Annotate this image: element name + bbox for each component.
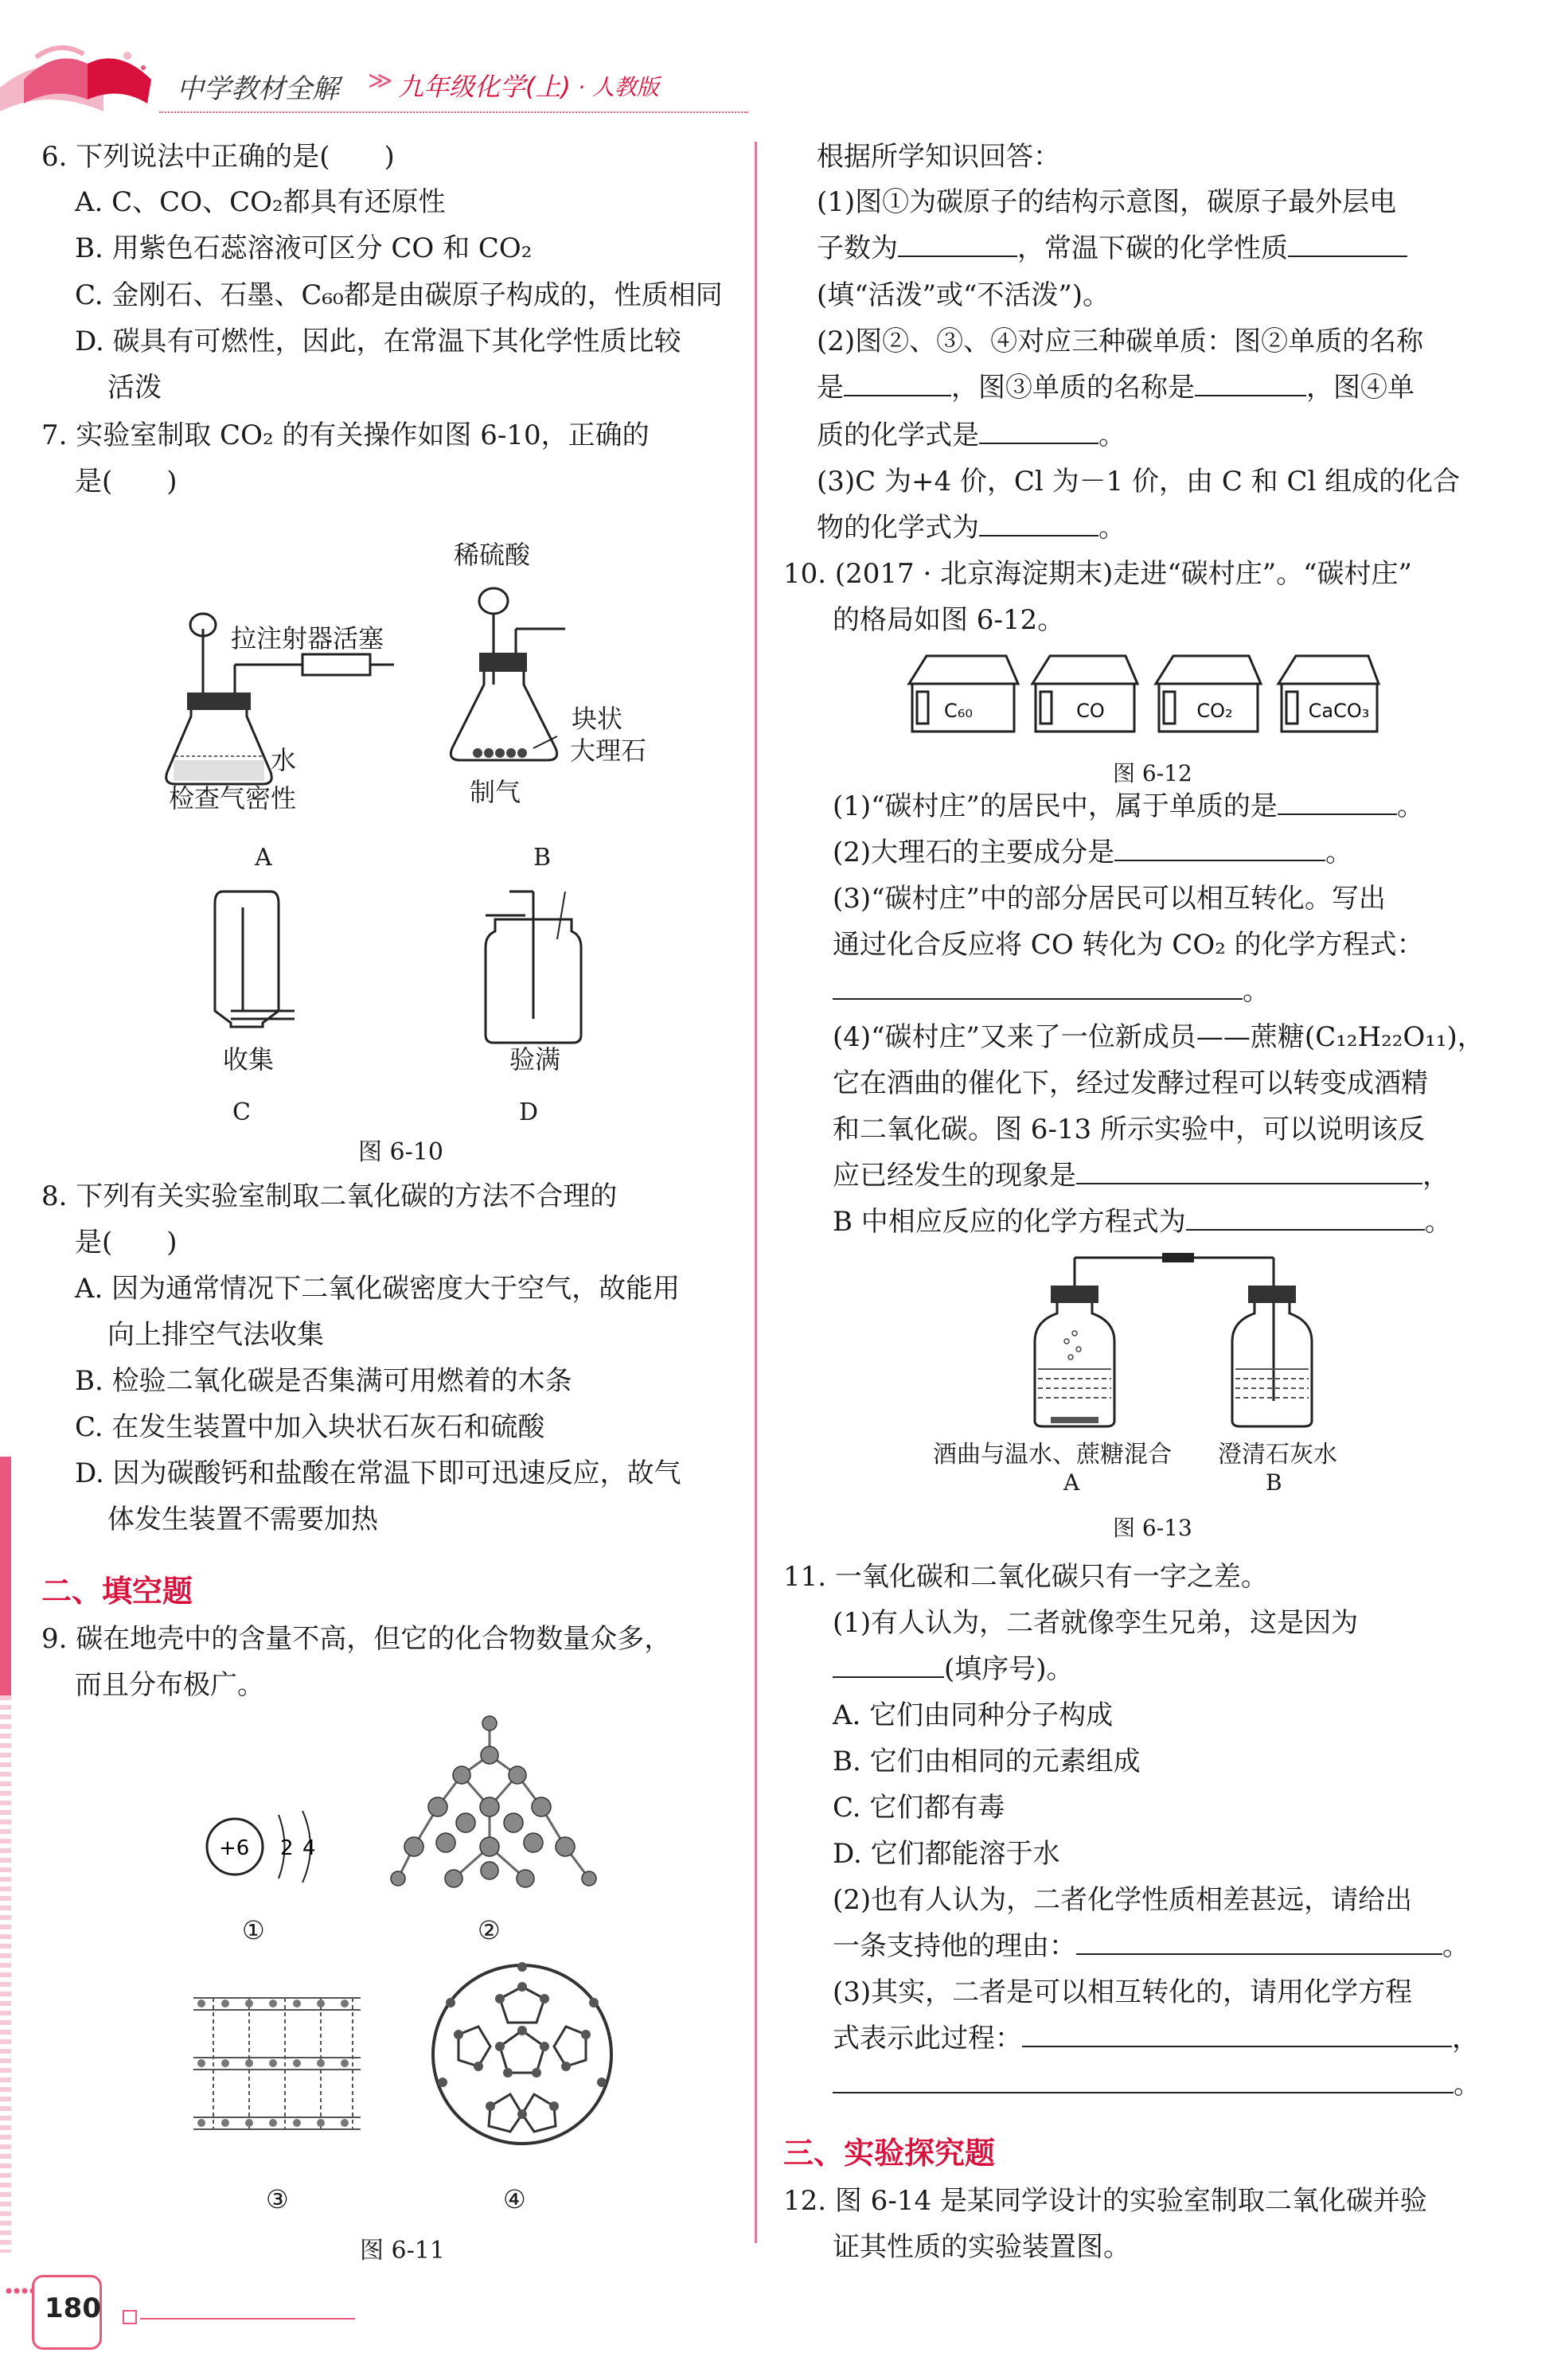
- q8-option-c: C. 在发生装置中加入块状石灰石和硫酸: [75, 1411, 545, 1443]
- answer-blank-limewater-equation[interactable]: [1186, 1205, 1425, 1231]
- q8-option-d-line1: D. 因为碳酸钙和盐酸在常温下即可迅速反应，故气: [75, 1457, 681, 1489]
- figure-6-11-caption: 图 6-11: [360, 2237, 445, 2265]
- q11-option-b: B. 它们由相同的元素组成: [833, 1746, 1141, 1777]
- header-subject: 九年级化学(上): [398, 72, 571, 102]
- q8-option-a-line2: 向上排空气法收集: [107, 1319, 324, 1351]
- answer-blank-chemical-property[interactable]: [1288, 232, 1407, 257]
- footer-square-icon: [123, 2310, 137, 2324]
- label-limewater: 澄清石灰水: [1218, 1441, 1337, 1469]
- header-arrows: ≫: [368, 67, 393, 95]
- q11-option-d: D. 它们都能溶于水: [833, 1838, 1060, 1870]
- q10-part4-line5: B 中相应反应的化学方程式为 。: [833, 1206, 1452, 1238]
- answer-blank-conversion-equation-2[interactable]: [833, 2068, 1453, 2093]
- q9-stem-line2: 而且分布极广。: [75, 1669, 264, 1701]
- label-check-airtight: 检查气密性: [169, 783, 297, 813]
- answer-blank-substance-3-name[interactable]: [1195, 371, 1306, 396]
- q11-part2-line1: (2)也有人认为，二者化学性质相差甚远，请给出: [833, 1884, 1413, 1916]
- q9-part1-line1: (1)图①为碳原子的结构示意图，碳原子最外层电: [817, 186, 1397, 218]
- letter-d: D: [519, 1098, 539, 1126]
- margin-tab: [0, 1457, 11, 1695]
- answer-blank-difference-reason[interactable]: [1076, 1929, 1442, 1955]
- column-divider: [755, 142, 757, 2243]
- q9-part3-line2: 物的化学式为 。: [817, 512, 1126, 544]
- q9-part2-line1: (2)图②、③、④对应三种碳单质：图②单质的名称: [817, 326, 1424, 357]
- c60-fullerene-structure-diagram: [427, 1955, 618, 2154]
- q8-stem-line2: 是( ): [75, 1227, 178, 1258]
- q7-stem-line1: 7. 实验室制取 CO₂ 的有关操作如图 6-10，正确的: [41, 419, 650, 451]
- house-co: CO: [1076, 700, 1105, 722]
- q6-option-b: B. 用紫色石蕊溶液可区分 CO 和 CO₂: [75, 232, 533, 264]
- q10-part1: (1)“碳村庄”的居民中，属于单质的是 。: [833, 790, 1424, 822]
- figure-label-1: ①: [242, 1915, 265, 1945]
- q6-stem: 6. 下列说法中正确的是( ): [41, 141, 395, 173]
- header-edition: · 人教版: [578, 74, 659, 100]
- carbon-atom-structure-diagram: [199, 1799, 342, 1894]
- q10-part3-line2: 通过化合反应将 CO 转化为 CO₂ 的化学方程式：: [833, 929, 1424, 961]
- figure-label-2: ②: [478, 1915, 501, 1945]
- q6-option-d-line1: D. 碳具有可燃性，因此，在常温下其化学性质比较: [75, 326, 681, 357]
- label-check-full: 验满: [509, 1044, 561, 1075]
- q6-option-c: C. 金刚石、石墨、C₆₀都是由碳原子构成的，性质相同: [75, 279, 723, 311]
- label-block: 块状: [572, 704, 623, 734]
- letter-b: B: [533, 844, 552, 872]
- answer-blank-conversion-equation-1[interactable]: [1022, 2022, 1452, 2047]
- q9-part3-line1: (3)C 为+4 价，Cl 为－1 价，由 C 和 Cl 组成的化合: [817, 466, 1461, 497]
- apparatus-d-check-full-diagram: [478, 884, 589, 1051]
- q11-part1-line1: (1)有人认为，二者就像孪生兄弟，这是因为: [833, 1607, 1359, 1639]
- carbon-village-houses: [903, 648, 1380, 735]
- q10-part4-line4: 应已经发生的现象是 ，: [833, 1160, 1450, 1192]
- answer-blank-elemental-substance[interactable]: [1278, 790, 1397, 815]
- shell-1-electrons: 2: [280, 1836, 294, 1860]
- house-caco3: CaCO₃: [1308, 700, 1370, 722]
- q9-part2-line3: 质的化学式是 。: [817, 419, 1126, 451]
- q11-option-a: A. 它们由同种分子构成: [833, 1699, 1114, 1731]
- fig613-letter-a: A: [1063, 1469, 1080, 1496]
- q8-option-d-line2: 体发生装置不需要加热: [107, 1504, 378, 1535]
- q9-part1-line3: (填“活泼”或“不活泼”)。: [817, 279, 1110, 311]
- q7-stem-line2: 是( ): [75, 466, 178, 497]
- page-number: 180: [45, 2292, 101, 2324]
- q10-part2: (2)大理石的主要成分是 。: [833, 837, 1353, 868]
- apparatus-b-gas-generator-diagram: [446, 573, 573, 772]
- label-yeast-sugar-mixture: 酒曲与温水、蔗糖混合: [933, 1441, 1172, 1469]
- q8-option-a-line1: A. 因为通常情况下二氧化碳密度大于空气，故能用: [75, 1273, 681, 1305]
- diamond-structure-diagram: [390, 1711, 597, 1902]
- q11-stem: 11. 一氧化碳和二氧化碳只有一字之差。: [783, 1561, 1268, 1593]
- q9-part2-line2: 是 ，图③单质的名称是 ，图④单: [817, 372, 1414, 404]
- answer-blank-c-cl-formula[interactable]: [979, 511, 1098, 536]
- q10-part3-line3: 。: [833, 968, 1270, 1014]
- q6-option-d-line2: 活泼: [107, 372, 162, 404]
- fermentation-apparatus-diagram: [1027, 1250, 1329, 1433]
- letter-a: A: [255, 844, 272, 872]
- q10-part3-line1: (3)“碳村庄”中的部分居民可以相互转化。写出: [833, 883, 1386, 915]
- q9-stem-line1: 9. 碳在地壳中的含量不高，但它的化合物数量众多，: [41, 1623, 672, 1655]
- label-dilute-sulfuric-acid: 稀硫酸: [454, 540, 531, 570]
- label-syringe: 拉注射器活塞: [231, 623, 384, 654]
- figure-6-13-caption: 图 6-13: [1113, 1515, 1192, 1541]
- q11-part3-line1: (3)其实，二者是可以相互转化的，请用化学方程: [833, 1976, 1413, 2008]
- label-collect: 收集: [223, 1044, 275, 1075]
- label-marble: 大理石: [570, 735, 647, 766]
- answer-blank-outer-electrons[interactable]: [898, 232, 1017, 257]
- q11-option-c: C. 它们都有毒: [833, 1792, 1005, 1824]
- q10-part4-line1: (4)“碳村庄”又来了一位新成员——蔗糖(C₁₂H₂₂O₁₁)，: [833, 1021, 1485, 1053]
- q8-stem-line1: 8. 下列有关实验室制取二氧化碳的方法不合理的: [41, 1180, 618, 1212]
- header-book-title: 中学教材全解: [177, 73, 339, 105]
- q11-part3-line2: 式表示此过程： ，: [833, 2023, 1479, 2054]
- letter-c: C: [232, 1098, 251, 1126]
- q10-stem-line2: 的格局如图 6-12。: [833, 604, 1065, 636]
- q8-option-b: B. 检验二氧化碳是否集满可用燃着的木条: [75, 1365, 572, 1397]
- fig613-letter-b: B: [1266, 1469, 1282, 1496]
- answer-blank-marble-component[interactable]: [1114, 836, 1325, 861]
- q11-part2-line2: 一条支持他的理由： 。: [833, 1930, 1469, 1962]
- header-rule: [159, 111, 748, 113]
- answer-blank-substance-4-formula[interactable]: [979, 419, 1098, 444]
- q12-stem-line2: 证其性质的实验装置图。: [833, 2231, 1130, 2263]
- answer-blank-substance-2-name[interactable]: [844, 371, 951, 396]
- figure-6-10-caption: 图 6-10: [358, 1138, 443, 1166]
- graphite-structure-diagram: [189, 1982, 365, 2141]
- house-co2: CO₂: [1196, 700, 1233, 722]
- q6-option-a: A. C、CO、CO₂都具有还原性: [75, 186, 446, 218]
- q10-part4-line2: 它在酒曲的催化下，经过发酵过程可以转变成酒精: [833, 1067, 1428, 1099]
- house-c60: C₆₀: [944, 700, 973, 722]
- q9-intro: 根据所学知识回答：: [817, 141, 1060, 173]
- label-make-gas: 制气: [470, 777, 521, 807]
- answer-blank-reaction-phenomenon[interactable]: [1076, 1159, 1422, 1184]
- section-fill-in-blank: 二、填空题: [41, 1574, 193, 1609]
- answer-blank-twin-reason[interactable]: [833, 1652, 944, 1678]
- answer-blank-co-to-co2-equation[interactable]: [833, 974, 1243, 1000]
- footer-rule: [140, 2318, 355, 2320]
- q10-stem-line1: 10. (2017 · 北京海淀期末)走进“碳村庄”。“碳村庄”: [783, 558, 1412, 590]
- figure-6-12-caption: 图 6-12: [1113, 760, 1192, 786]
- label-water: 水: [271, 745, 297, 775]
- q11-part3-line3: 。: [833, 2062, 1481, 2108]
- q10-part4-line3: 和二氧化碳。图 6-13 所示实验中，可以说明该反: [833, 1114, 1425, 1145]
- book-logo-icon: [0, 32, 167, 119]
- shell-2-electrons: 4: [302, 1836, 316, 1860]
- section-experiment-inquiry: 三、实验探究题: [783, 2136, 996, 2171]
- figure-label-3: ③: [266, 2184, 289, 2214]
- margin-stripes: [0, 1695, 11, 2253]
- nucleus-charge: +6: [219, 1836, 250, 1860]
- apparatus-c-collection-diagram: [199, 884, 302, 1043]
- q11-part1-line2: (填序号)。: [833, 1646, 1074, 1692]
- q9-part1-line2: 子数为 ，常温下碳的化学性质: [817, 225, 1407, 271]
- figure-label-4: ④: [503, 2184, 526, 2214]
- q12-stem-line1: 12. 图 6-14 是某同学设计的实验室制取二氧化碳并验: [783, 2185, 1427, 2217]
